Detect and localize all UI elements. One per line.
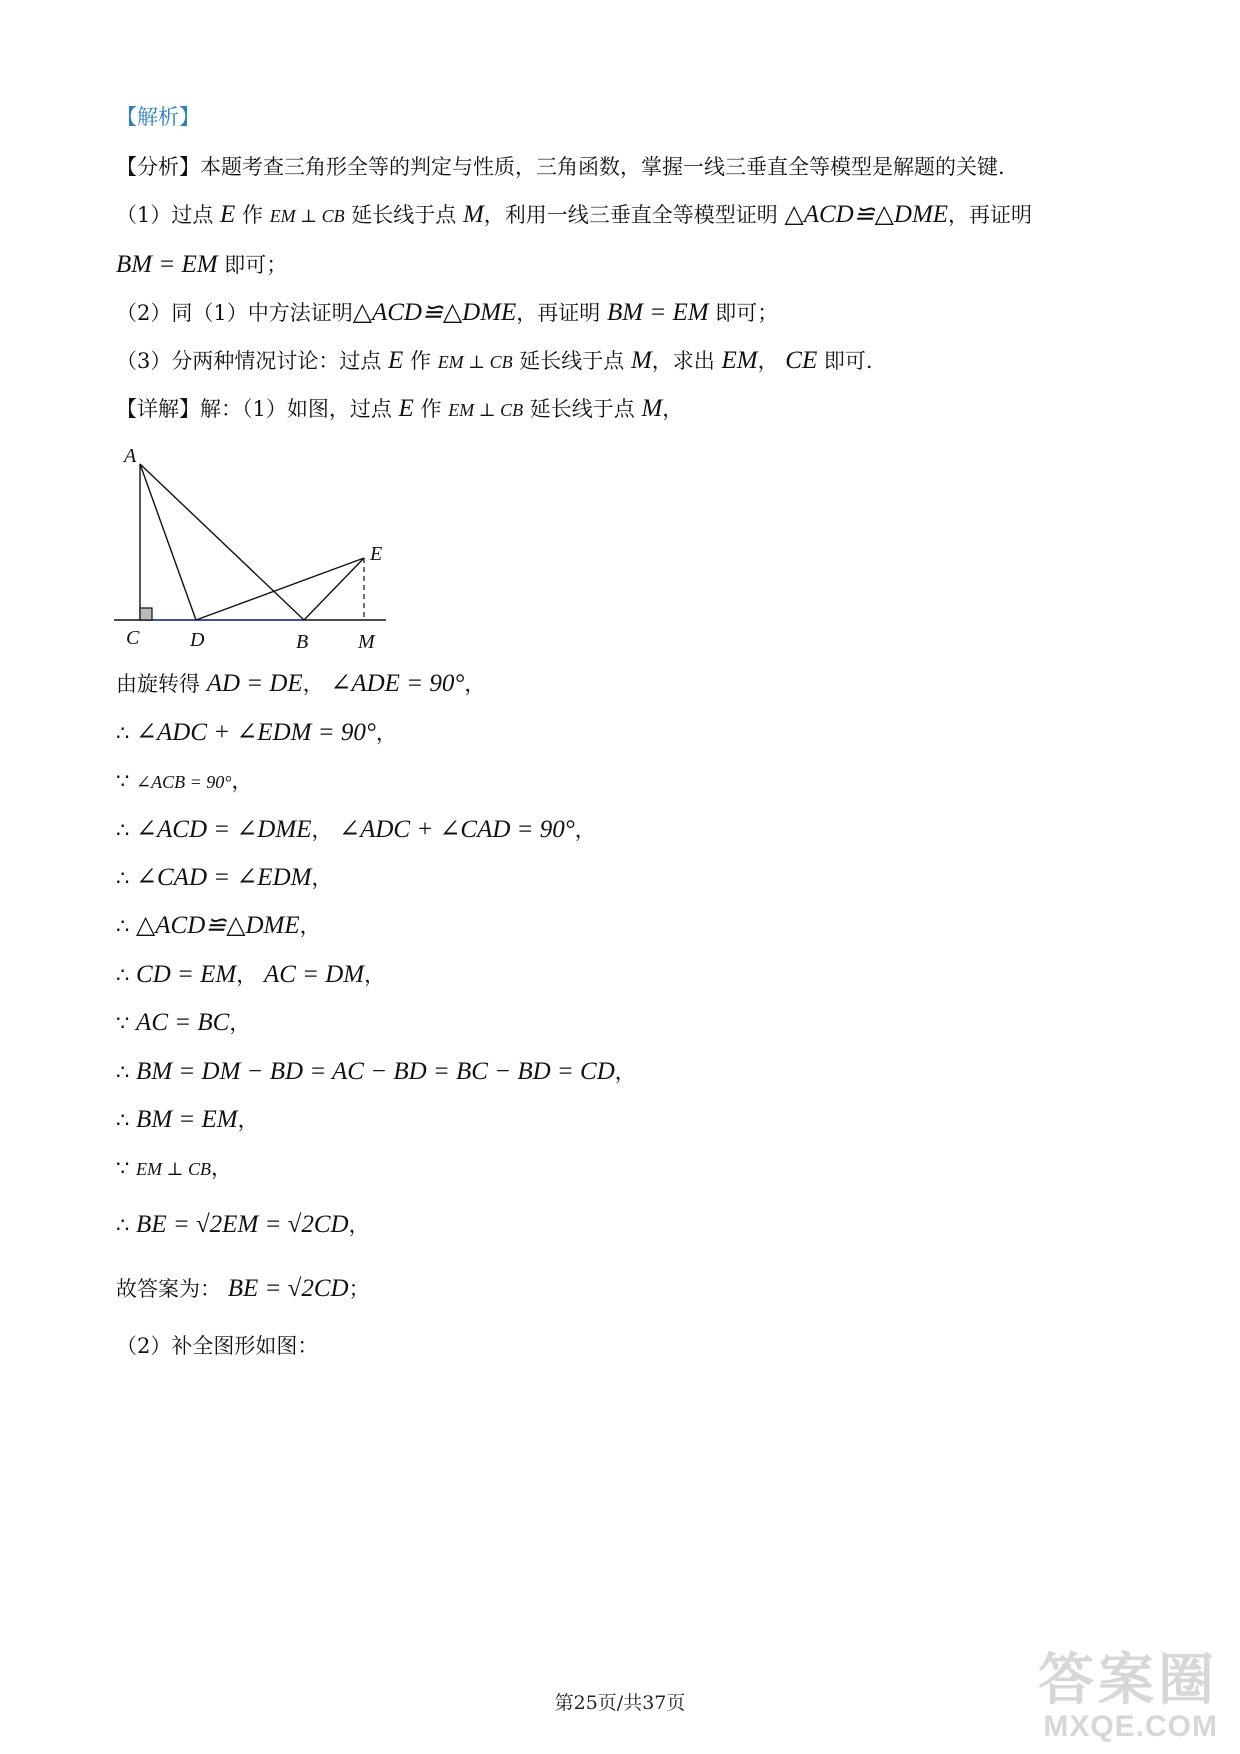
proof-step: ∴ △ACD≌△DME， — [116, 912, 321, 939]
label-d: D — [190, 629, 205, 650]
proof-step: ∴ ∠CAD = ∠EDM， — [116, 864, 333, 891]
section-heading: 【解析】 — [116, 105, 200, 129]
segment-ab — [140, 464, 304, 620]
geometry-figure — [108, 440, 408, 650]
page-footer: 第25页/共37页 — [554, 1692, 686, 1714]
proof-step: ∴ BM = DM − BD = AC − BD = BC − BD = CD， — [116, 1058, 636, 1085]
segment-ad — [140, 464, 196, 620]
label-e: E — [370, 543, 383, 565]
final-answer: 故答案为： BE = √2CD； — [116, 1275, 370, 1302]
proof-step: ∴ CD = EM， AC = DM， — [116, 961, 386, 988]
proof-step: ∴ ∠ADC + ∠EDM = 90°， — [116, 719, 397, 746]
segment-be — [304, 558, 364, 620]
label-a: A — [124, 445, 137, 467]
proof-step: ∵ AC = BC， — [116, 1009, 251, 1036]
watermark-logo: 答案圈 MXQE.COM — [1038, 1648, 1218, 1743]
analysis-lead: 【分析】本题考查三角形全等的判定与性质，三角函数，掌握一线三垂直全等模型是解题的关键. — [116, 155, 1005, 179]
segment-de — [196, 558, 364, 620]
detail-intro: 【详解】解：（1）如图，过点 E 作 EM ⊥ CB 延长线于点 M， — [116, 395, 684, 422]
proof-step: 由旋转得 AD = DE， ∠ADE = 90°， — [116, 670, 486, 697]
proof-step: ∴ ∠ACD = ∠DME， ∠ADC + ∠CAD = 90°， — [116, 816, 596, 843]
label-b: B — [296, 631, 309, 650]
analysis-part1-cont: BM = EM 即可； — [116, 251, 288, 278]
proof-step: ∵ EM ⊥ CB， — [116, 1156, 232, 1180]
part2-heading: （2）补全图形如图： — [116, 1334, 319, 1358]
proof-step: ∴ BE = √2EM = √2CD， — [116, 1211, 370, 1238]
label-c: C — [126, 627, 140, 649]
analysis-part2: （2）同（1）中方法证明△ACD≌△DME，再证明 BM = EM 即可； — [116, 299, 779, 326]
label-m: M — [358, 631, 375, 650]
proof-step: ∵ ∠ACB = 90°， — [116, 769, 253, 793]
right-angle-marker — [140, 608, 152, 620]
analysis-part3: （3）分两种情况讨论：过点 E 作 EM ⊥ CB 延长线于点 M，求出 EM， CE 即可. — [116, 347, 873, 374]
analysis-part1: （1）过点 E 作 EM ⊥ CB 延长线于点 M，利用一线三垂直全等模型证明 △ACD≌△DME，再证明 — [116, 201, 1033, 228]
proof-step: ∴ BM = EM， — [116, 1106, 259, 1133]
